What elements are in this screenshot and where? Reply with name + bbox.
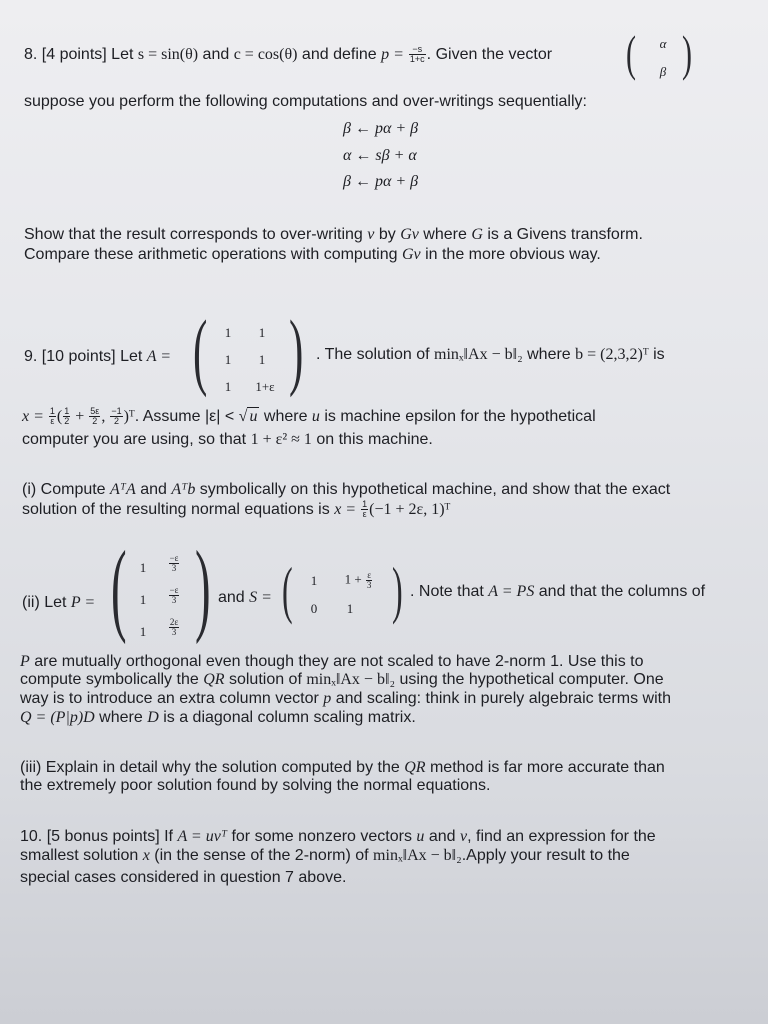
matrix-s-cell: 1: [310, 573, 318, 588]
q9-part-i-line-1: (i) Compute AᵀA and Aᵀb symbolically on this hypothetical machine, and show that the exact: [22, 481, 671, 498]
vector-entry-alpha: α: [659, 36, 667, 51]
matrix-p-cell: $\frac{-\varepsilon}{3}$: [169, 553, 179, 573]
q9-solution-line: . The solution of minₓ‖Ax − b‖₂ where b = (2,3,2)ᵀ is: [316, 346, 665, 363]
matrix-p-cell: $\frac{2\varepsilon}{3}$: [169, 617, 179, 637]
q9-note-line: . Note that A = PS and that the columns of: [410, 583, 706, 600]
computation-step-3: β ← pα + β: [343, 173, 419, 190]
vector-entry-beta: β: [659, 64, 667, 79]
matrix-a-cell: 1: [224, 352, 232, 367]
matrix-a-cell: 1: [258, 352, 266, 367]
matrix-a-cell: 1: [224, 379, 232, 394]
q9-compute-line: compute symbolically the QR solution of minₓ‖Ax − b‖₂ using the hypothetical computer. One: [20, 671, 664, 688]
q9-and-s-label: and S =: [218, 589, 272, 606]
computation-step-2: α ← sβ + α: [343, 147, 417, 164]
q10-smallest-line: smallest solution x (in the sense of the 2-norm) of minₓ‖Ax − b‖₂.Apply your result to the: [20, 847, 630, 864]
matrix-s-cell: 0: [310, 601, 318, 616]
matrix-a-left-paren: (: [193, 302, 208, 398]
matrix-p-left-paren: (: [111, 530, 127, 645]
q9-part-i-line-2: solution of the resulting normal equations is x = $\frac{1}{\varepsilon}$ (−1 + 2ε, 1)ᵀ: [22, 499, 451, 520]
q9-part-iii-line-2: the extremely poor solution found by solving the normal equations.: [20, 777, 491, 794]
matrix-p-cell: $\frac{-\varepsilon}{3}$: [169, 585, 179, 605]
matrix-p-right-paren: ): [195, 530, 211, 645]
q8-compare-line: Compare these arithmetic operations with computing Gv in the more obvious way.: [24, 246, 601, 263]
q9-computer-line: computer you are using, so that 1 + ε² ≈ 1 on this machine.: [22, 431, 433, 448]
matrix-a-cell: 1: [224, 325, 232, 340]
matrix-p-cell: 1: [139, 560, 147, 575]
matrix-s-cell: 1 + $\frac{\varepsilon}{3}$: [344, 570, 372, 590]
q9-part-ii-label: (ii) Let P =: [22, 594, 96, 611]
q9-part-iii-line-1: (iii) Explain in detail why the solution computed by the QR method is far more accurate than: [20, 759, 665, 776]
q9-x-line: x = $\frac{1}{\varepsilon}$ ( $\frac{1}{2}$ + $\frac{5\varepsilon}{2}$ , $\frac{-1}{2}$ )ᵀ. Assume |ε| < √ u where u is machine epsilon for the hypothetical: [22, 406, 596, 427]
matrix-a-cell: 1+ε: [255, 379, 275, 394]
q9-ortho-line: P are mutually orthogonal even though they are not scaled to have 2-norm 1. Use this to: [20, 653, 644, 670]
computation-step-1: β ← pα + β: [343, 120, 419, 137]
matrix-p-cell: 1: [139, 592, 147, 607]
vector-right-paren: ): [682, 25, 692, 81]
q10-intro-line: 10. [5 bonus points] If A = uvᵀ for some nonzero vectors u and v, find an expression for the: [20, 828, 656, 845]
matrix-a-cell: 1: [258, 325, 266, 340]
matrix-a-right-paren: ): [289, 302, 304, 398]
q8-show-line: Show that the result corresponds to over-writing v by Gv where G is a Givens transform.: [24, 226, 643, 243]
vector-left-paren: (: [626, 25, 636, 81]
q10-special-line: special cases considered in question 7 above.: [20, 869, 347, 886]
q8-intro-line: 8. [4 points] Let s = sin(θ) and c = cos(θ) and define p = $\frac{-s}{1+c}$ . Given the vector: [24, 44, 553, 65]
matrix-s-right-paren: ): [392, 554, 403, 625]
q9-intro-line: 9. [10 points] Let A =: [24, 348, 172, 365]
q8-line-2: suppose you perform the following computations and over-writings sequentially:: [24, 93, 587, 110]
q9-q-def-line: Q = (P|p)D where D is a diagonal column scaling matrix.: [20, 709, 416, 726]
matrix-p-cell: 1: [139, 624, 147, 639]
q9-way-line: way is to introduce an extra column vector p and scaling: think in purely algebraic terms with: [20, 690, 671, 707]
matrix-s-cell: 1: [346, 601, 354, 616]
p-fraction: $\frac{-s}{1+c}$: [409, 44, 425, 65]
matrix-s-left-paren: (: [282, 554, 293, 625]
